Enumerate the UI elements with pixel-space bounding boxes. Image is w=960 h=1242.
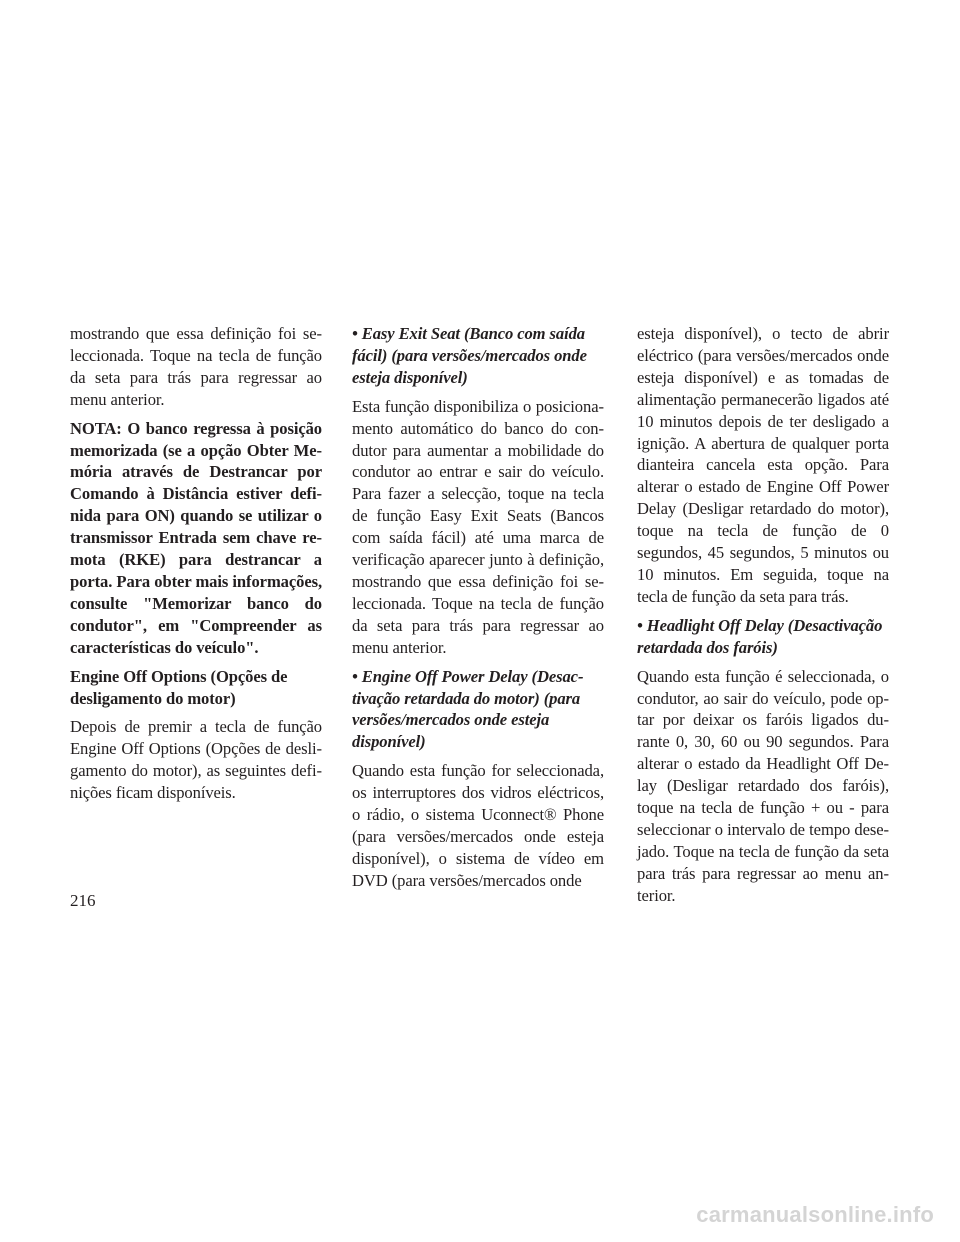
bullet-engine-off-power-delay: • Engine Off Power Delay (Desactivação retardada do motor) (para versões/mercados onde esteja disponível): [352, 666, 584, 752]
note-seat-memory: NOTA: O banco regressa à posição memorizada (se a opção Obter Memória através de Destrancar por Comando à Distância estiver definida para ON) quando se utilizar o transmissor Entrada sem chave remota (RKE) para destrancar a porta. Para obter mais informações, consulte "Memorizar banco do condutor", em "Compreender as características do veículo".: [70, 418, 322, 657]
watermark: carmanualsonline.info: [696, 1202, 934, 1227]
column-middle: [352, 323, 604, 899]
column-right: [637, 323, 889, 914]
paragraph-engine-off-intro: Depois de premir a tecla de função Engine Off Options (Opções de desligamento do motor), as seguintes definições ficam disponíveis.: [70, 717, 322, 803]
bullet-easy-exit-seat: • Easy Exit Seat (Banco com saída fácil) (para versões/mercados onde esteja disponível): [352, 324, 587, 387]
paragraph-easy-exit-seat: Esta função disponibiliza o posicionamento automático do banco do condutor para aumentar a mobilidade do condutor ao entrar e sair do veículo. Para fazer a selecção, toque na tecla de função Easy Exit Seats (Bancos com saída fácil) até uma marca de verificação aparecer junto à definição, mostrando que essa definição foi seleccionada. Toque na tecla de função da seta para trás para regressar ao menu anterior.: [352, 396, 604, 657]
heading-engine-off-options: Engine Off Options (Opções de desligamento do motor): [70, 666, 288, 708]
paragraph-engine-off-power-delay: Quando esta função for seleccionada, os interruptores dos vidros eléctricos, o rádio, o sistema Uconnect® Phone (para versões/mercados onde esteja disponível), o sistema de vídeo em DVD (para versões/mercados onde: [352, 761, 604, 890]
paragraph-seat-selected-continued: mostrando que essa definição foi seleccionada. Toque na tecla de função da seta para trás para regressar ao menu anterior.: [70, 324, 322, 409]
bullet-headlight-off-delay: • Headlight Off Delay (Desactivação retardada dos faróis): [637, 615, 883, 657]
paragraph-headlight-off-delay: Quando esta função é seleccionada, o condutor, ao sair do veículo, pode optar por deixar os faróis ligados durante 0, 30, 60 ou 90 segundos. Para alterar o estado da Headlight Off Delay (Desligar retardado dos faróis), toque na tecla de função + ou - para seleccionar o intervalo de tempo desejado. Toque na tecla de função da seta para trás para regressar ao menu anterior.: [637, 666, 889, 905]
paragraph-engine-off-power-delay-continued: esteja disponível), o tecto de abrir eléctrico (para versões/mercados onde esteja disponível) e as tomadas de alimentação permanecerão ligados até 10 minutos depois de ter desligado a ignição. A abertura de qualquer porta dianteira cancela esta opção. Para alterar o estado de Engine Off Power Delay (Desligar retardado do motor), toque na tecla de função de 0 segundos, 45 segundos, 5 minutos ou 10 minutos. Em seguida, toque na tecla de função da seta para trás.: [637, 324, 889, 606]
column-left: [70, 323, 322, 811]
page-number: 216: [70, 891, 96, 910]
